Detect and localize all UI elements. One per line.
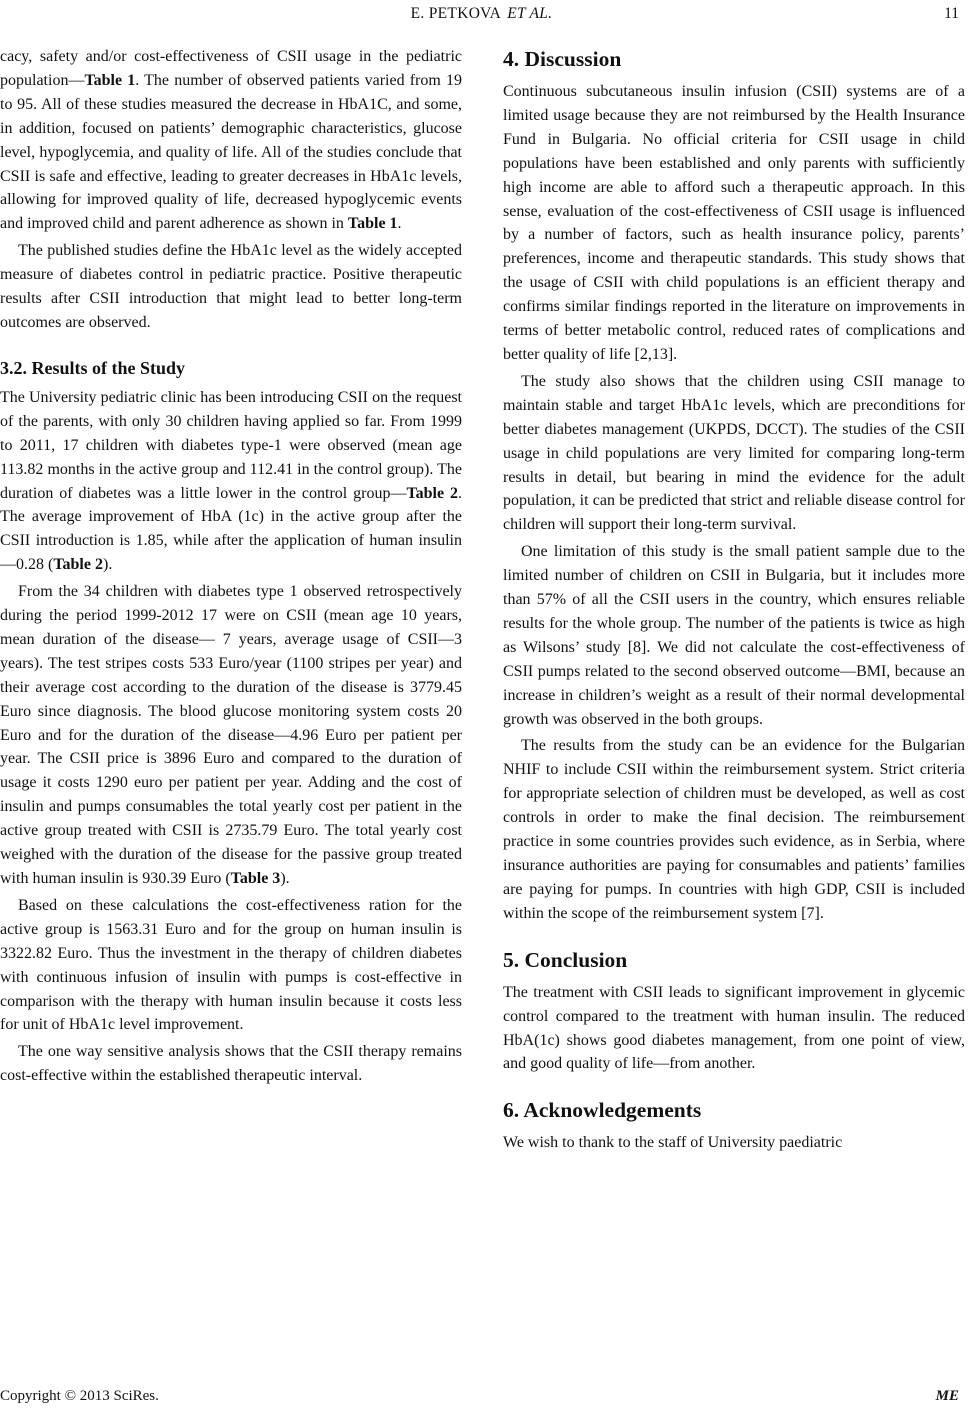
table-reference: Table 2 (406, 484, 459, 502)
journal-abbreviation: ME (935, 1388, 959, 1404)
section-heading: 6. Acknowledgements (503, 1098, 702, 1123)
page-footer (0, 1383, 969, 1413)
right-column (503, 45, 965, 1155)
running-et-al: ET AL. (507, 5, 553, 22)
running-title (0, 5, 969, 23)
paragraph: Based on these calculations the cost-effectiveness ration for the active group is 1563.31 Euro and for the group on human insulin is 3322.82 Euro. Thus the investment in the therapy of children diabetes with continuous infusion of insulin with pumps is cost-effective in comparison with the therapy with human insulin because it costs less for unit of HbA1c level improvement. (0, 896, 462, 1034)
paragraph: cacy, safety and/or cost-effectiveness of CSII usage in the pediatric population—Table 1. The number of observed patients varied from 19 to 95. All of these studies measured the decrease in HbA1C, and some, in addition, focused on patients’ demographic characteristics, glucose level, hypoglycemia, and quality of life. All of the studies conclude that CSII is safe and effective, leading to greater decreases in HbA1c levels, allowing for improved quality of life, decreased hypoglycemic events and improved child and parent adherence as shown in Table 1. (0, 48, 463, 233)
paragraph: The University pediatric clinic has been introducing CSII on the request of the parents, with only 30 children having applied so far. From 1999 to 2011, 17 children with diabetes type-1 were observed (mean age 113.82 months in the active group and 112.41 in the control group). The duration of diabetes was a little lower in the control group—Table 2. The average improvement of HbA (1c) in the active group after the CSII introduction is 1.85, while after the application of human insulin—0.28 (Table 2). (0, 388, 463, 574)
paragraph: The treatment with CSII leads to significant improvement in glycemic control compared to the treatment with human insulin. The reduced HbA(1c) shows good diabetes management, from one point of view, and good quality of life—from another. (503, 983, 965, 1073)
paragraph: We wish to thank to the staff of University paediatric (503, 1134, 843, 1152)
running-header (0, 0, 969, 30)
paragraph: The study also shows that the children using CSII manage to maintain stable and target HbA1c levels, which are preconditions for better diabetes management (UKPDS, DCCT). The studies of the CSII usage in child populations are very limited for comparing long-term results in detail, but bearing in mind the evidence for the adult population, it can be predicted that strict and reliable disease control for children will support their long-term survival. (503, 372, 965, 534)
table-reference: Table 1 (84, 71, 136, 89)
section-heading: 4. Discussion (503, 47, 622, 71)
paragraph: The results from the study can be an evidence for the Bulgarian NHIF to include CSII within the reimbursement system. Strict criteria for appropriate selection of children must be developed, as well as cost controls in order to make the final decision. The reimbursement practice in some countries provides such evidence, as in Serbia, where insurance authorities are paying for consumables and patients’ families are paying for pumps. In countries with high GDP, CSII is included within the scope of the reimbursement system [7]. (503, 737, 965, 922)
paragraph: One limitation of this study is the small patient sample due to the limited number of children on CSII in Bulgaria, but it includes more than 57% of all the CSII users in the country, which ensures reliable results for the whole group. The number of the patients is twice as high as Wilsons’ study [8]. We did not calculate the cost-effectiveness of CSII pumps related to the second observed outcome—BMI, because an increase in children’s weight as a result of their normal developmental growth was observed in the both groups. (503, 543, 965, 728)
table-reference: Table 3 (230, 870, 281, 887)
section-heading: 5. Conclusion (503, 947, 628, 972)
section-heading: 3.2. Results of the Study (0, 357, 186, 378)
paragraph: From the 34 children with diabetes type 1 observed retrospectively during the period 1999-2012 17 were on CSII (mean age 10 years, mean duration of the disease— 7 years, average usage of CSII—3 years). The test stripes costs 533 Euro/year (1100 stripes per year) and their average cost according to the duration of the disease is 3779.45 Euro since diagnosis. The blood glucose monitoring system costs 20 Euro and for the duration of the disease—4.96 Euro per patient per year. The CSII price is 3896 Euro and compared to the duration of usage it costs 1290 euro per patient per year. Adding and the cost of insulin and pumps consumables the total yearly cost per patient in the active group treated with CSII is 2735.79 Euro. The total yearly cost weighed with the duration of the disease for the passive group treated with human insulin is 930.39 Euro (Table 3). (0, 583, 462, 887)
table-reference: Table 2 (53, 556, 103, 574)
copyright-notice: Copyright © 2013 SciRes. (0, 1388, 159, 1404)
left-column (0, 45, 462, 1088)
page-number: 11 (944, 5, 959, 22)
paragraph: The one way sensitive analysis shows that the CSII therapy remains cost-effective within the established therapeutic interval. (0, 1043, 462, 1085)
paragraph: Continuous subcutaneous insulin infusion (CSII) systems are of a limited usage because they are not reimbursed by the Health Insurance Fund in Bulgaria. No official criteria for CSII usage in child populations have been established and only parents with sufficiently high income are able to afford such a therapeutic approach. In this sense, evaluation of the cost-effectiveness of CSII usage is influenced by a number of factors, such as health insurance policy, parents’ preferences, income and therapeutic standards. This study shows that the usage of CSII with child populations is an efficient therapy and confirms similar findings reported in the literature on improvements in terms of better metabolic control, reduced rates of complications and better quality of life [2,13]. (503, 83, 965, 363)
table-reference: Table 1 (347, 215, 398, 233)
paragraph: The published studies define the HbA1c level as the widely accepted measure of diabetes control in pediatric practice. Positive therapeutic results after CSII introduction that might lead to better long-term outcomes are observed. (0, 242, 462, 331)
running-authors: E. PETKOVA (410, 5, 502, 22)
